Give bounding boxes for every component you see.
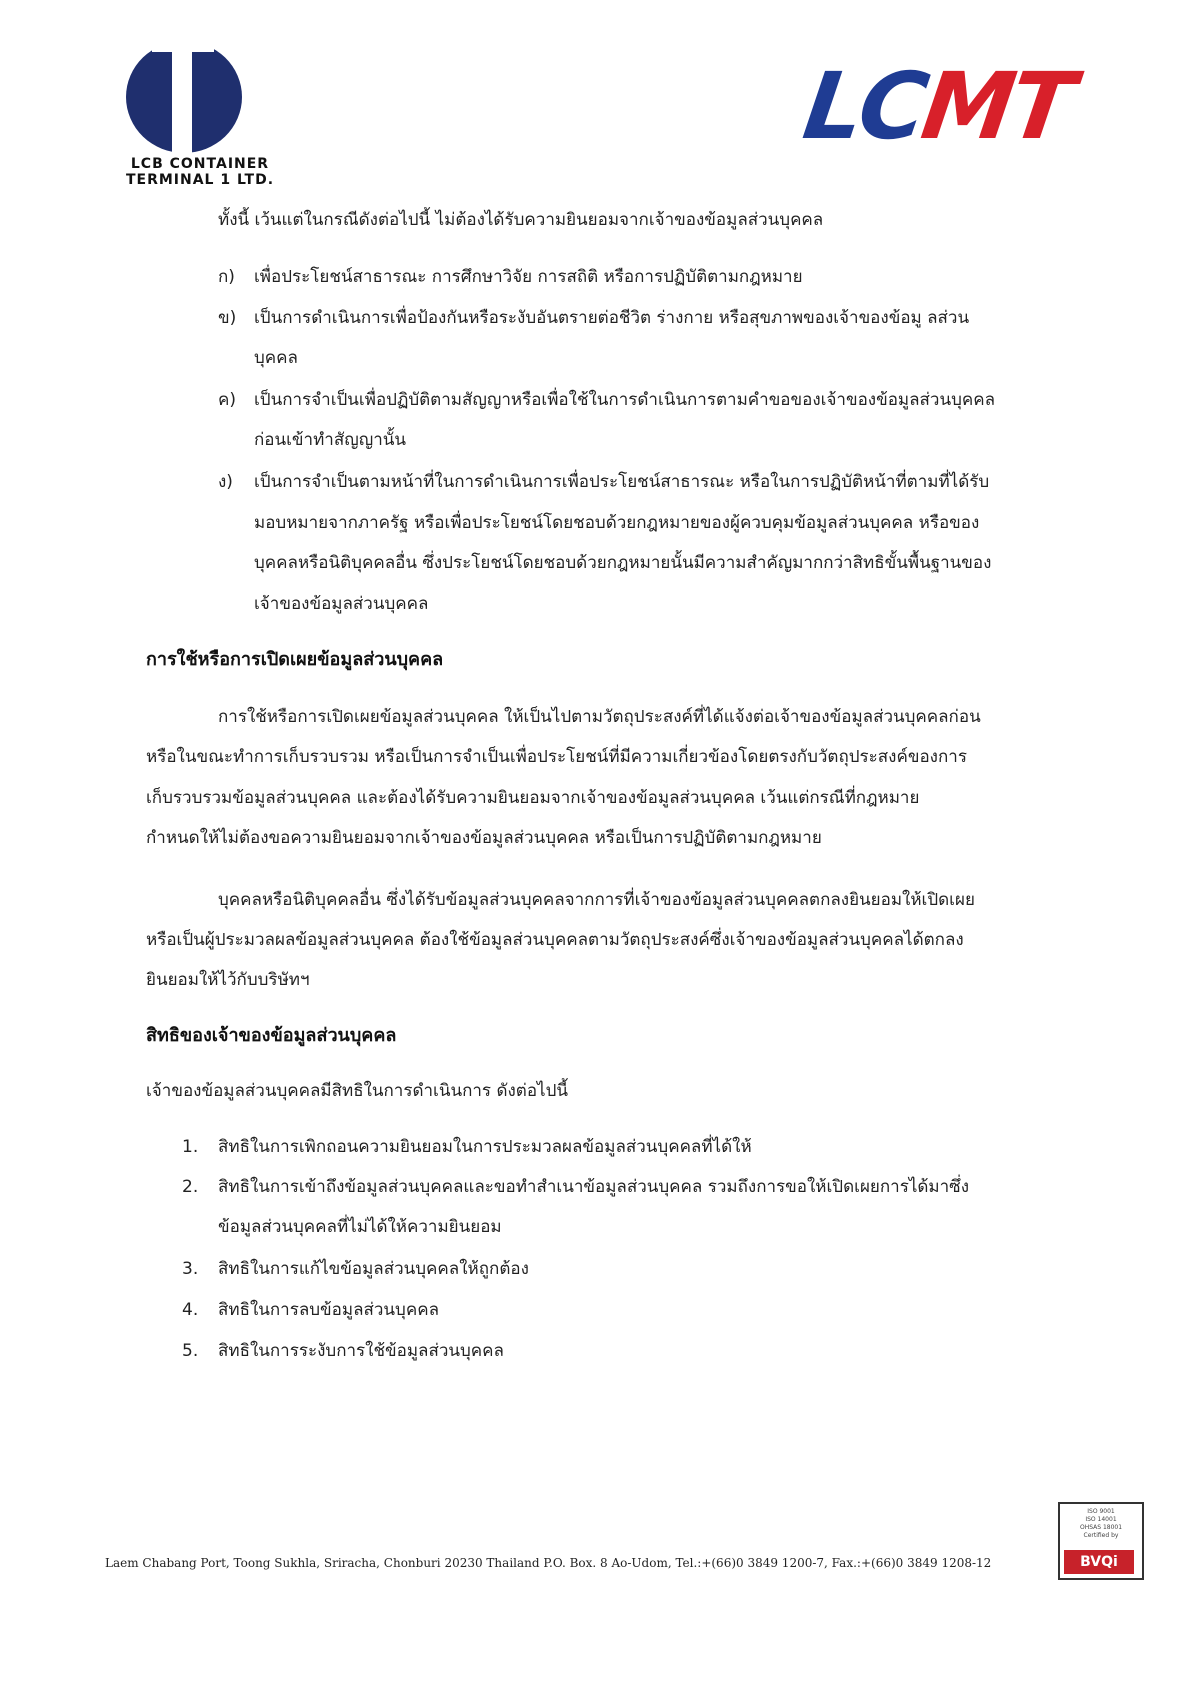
- paragraph-line: การใช้หรือการเปิดเผยข้อมูลส่วนบุคคล ให้เป็นไปตามวัตถุประสงค์ที่ได้แจ้งต่อเจ้าของข้อมูลส่วนบุคคลก่อน: [218, 707, 981, 727]
- section-heading-use: การใช้หรือการเปิดเผยข้อมูลส่วนบุคคล: [146, 649, 444, 670]
- paragraph-line: กำหนดให้ไม่ต้องขอความยินยอมจากเจ้าของข้อมูลส่วนบุคคล หรือเป็นการปฏิบัติตามกฎหมาย: [146, 828, 822, 848]
- lcb-emblem-icon: [122, 38, 247, 156]
- rights-line: สิทธิในการเพิกถอนความยินยอมในการประมวลผลข้อมูลส่วนบุคคลที่ได้ให้: [218, 1137, 752, 1157]
- rights-marker: 2.: [182, 1177, 199, 1197]
- paragraph-line: หรือในขณะทำการเก็บรวบรวม หรือเป็นการจำเป็นเพื่อประโยชน์ที่มีความเกี่ยวข้องโดยตรงกับวัตถุประสงค์ของการ: [146, 747, 967, 767]
- bvqi-logo: BVQi: [1064, 1550, 1134, 1574]
- paragraph-line: เก็บรวบรวมข้อมูลส่วนบุคคล และต้องได้รับความยินยอมจากเจ้าของข้อมูลส่วนบุคคล เว้นแต่กรณีที่กฎหมาย: [146, 788, 920, 808]
- footer-address: Laem Chabang Port, Toong Sukhla, Sriracha, Chonburi 20230 Thailand P.O. Box. 8 Ao-Udom, Tel.:+(66)0 3849 1200-7, Fax.:+(66)0 3849 1208-12: [105, 1556, 992, 1570]
- rights-line: ข้อมูลส่วนบุคคลที่ไม่ได้ให้ความยินยอม: [218, 1217, 502, 1237]
- rights-line: สิทธิในการลบข้อมูลส่วนบุคคล: [218, 1300, 440, 1320]
- exception-line: เพื่อประโยชน์สาธารณะ การศึกษาวิจัย การสถิติ หรือการปฏิบัติตามกฎหมาย: [254, 267, 803, 287]
- cert-line: Certified by: [1083, 1532, 1119, 1539]
- lcb-logo: [100, 38, 300, 188]
- rights-line: สิทธิในการระงับการใช้ข้อมูลส่วนบุคคล: [218, 1341, 504, 1361]
- exception-line: บุคคลหรือนิติบุคคลอื่น ซึ่งประโยชน์โดยชอบด้วยกฎหมายนั้นมีความสำคัญมากกว่าสิทธิขั้นพื้นฐานของ: [254, 553, 992, 573]
- company-name: [100, 156, 300, 188]
- paragraph-line: หรือเป็นผู้ประมวลผลข้อมูลส่วนบุคคล ต้องใช้ข้อมูลส่วนบุคคลตามวัตถุประสงค์ซึ่งเจ้าของข้อมูลส่วนบุคคลได้ตกลง: [146, 930, 964, 950]
- cert-line: OHSAS 18001: [1079, 1524, 1123, 1531]
- intro-text: ทั้งนี้ เว้นแต่ในกรณีดังต่อไปนี้ ไม่ต้องได้รับความยินยอมจากเจ้าของข้อมูลส่วนบุคคล: [218, 210, 824, 230]
- paragraph-line: ยินยอมให้ไว้กับบริษัทฯ: [146, 970, 310, 990]
- exception-marker: ง): [218, 472, 233, 492]
- lcmt-wordmark-part1: LC: [797, 53, 931, 160]
- rights-marker: 3.: [182, 1259, 199, 1279]
- rights-line: สิทธิในการแก้ไขข้อมูลส่วนบุคคลให้ถูกต้อง: [218, 1259, 529, 1279]
- exception-line: เป็นการดำเนินการเพื่อป้องกันหรือระงับอันตรายต่อชีวิต ร่างกาย หรือสุขภาพของเจ้าของข้อมู ลส่วน: [254, 308, 970, 328]
- lcmt-wordmark-part2: MT: [915, 53, 1078, 160]
- certification-badge: [1058, 1502, 1144, 1580]
- exception-line: มอบหมายจากภาครัฐ หรือเพื่อประโยชน์โดยชอบด้วยกฎหมายของผู้ควบคุมข้อมูลส่วนบุคคล หรือของ: [254, 513, 980, 533]
- exception-line: เจ้าของข้อมูลส่วนบุคคล: [254, 594, 429, 614]
- exception-marker: ก): [218, 267, 235, 287]
- rights-marker: 5.: [182, 1341, 199, 1361]
- rights-marker: 1.: [182, 1137, 199, 1157]
- cert-line: ISO 9001: [1087, 1508, 1115, 1515]
- rights-marker: 4.: [182, 1300, 199, 1320]
- exception-line: เป็นการจำเป็นตามหน้าที่ในการดำเนินการเพื่อประโยชน์สาธารณะ หรือในการปฏิบัติหน้าที่ตามที่ได้รับ: [254, 472, 990, 492]
- exception-marker: ข): [218, 308, 237, 328]
- exception-line: บุคคล: [254, 348, 298, 368]
- section-heading-rights: สิทธิของเจ้าของข้อมูลส่วนบุคคล: [146, 1025, 397, 1046]
- rights-intro: เจ้าของข้อมูลส่วนบุคคลมีสิทธิในการดำเนินการ ดังต่อไปนี้: [146, 1081, 569, 1101]
- lcmt-logo: [797, 53, 1135, 160]
- exception-line: เป็นการจำเป็นเพื่อปฏิบัติตามสัญญาหรือเพื่อใช้ในการดำเนินการตามคำขอของเจ้าของข้อมูลส่วนบุคคล: [254, 390, 996, 410]
- rights-line: สิทธิในการเข้าถึงข้อมูลส่วนบุคคลและขอทำสำเนาข้อมูลส่วนบุคคล รวมถึงการขอให้เปิดเผยการได้มาซึ่ง: [218, 1177, 970, 1197]
- paragraph-line: บุคคลหรือนิติบุคคลอื่น ซึ่งได้รับข้อมูลส่วนบุคคลจากการที่เจ้าของข้อมูลส่วนบุคคลตกลงยินยอมให้เปิดเผย: [218, 890, 975, 910]
- exception-marker: ค): [218, 390, 237, 410]
- cert-line: ISO 14001: [1085, 1516, 1117, 1523]
- lcmt-wordmark: [797, 53, 1142, 160]
- company-name-line2: TERMINAL 1 LTD.: [125, 172, 275, 188]
- exception-line: ก่อนเข้าทำสัญญานั้น: [254, 430, 406, 450]
- company-name-line1: LCB CONTAINER: [130, 156, 270, 172]
